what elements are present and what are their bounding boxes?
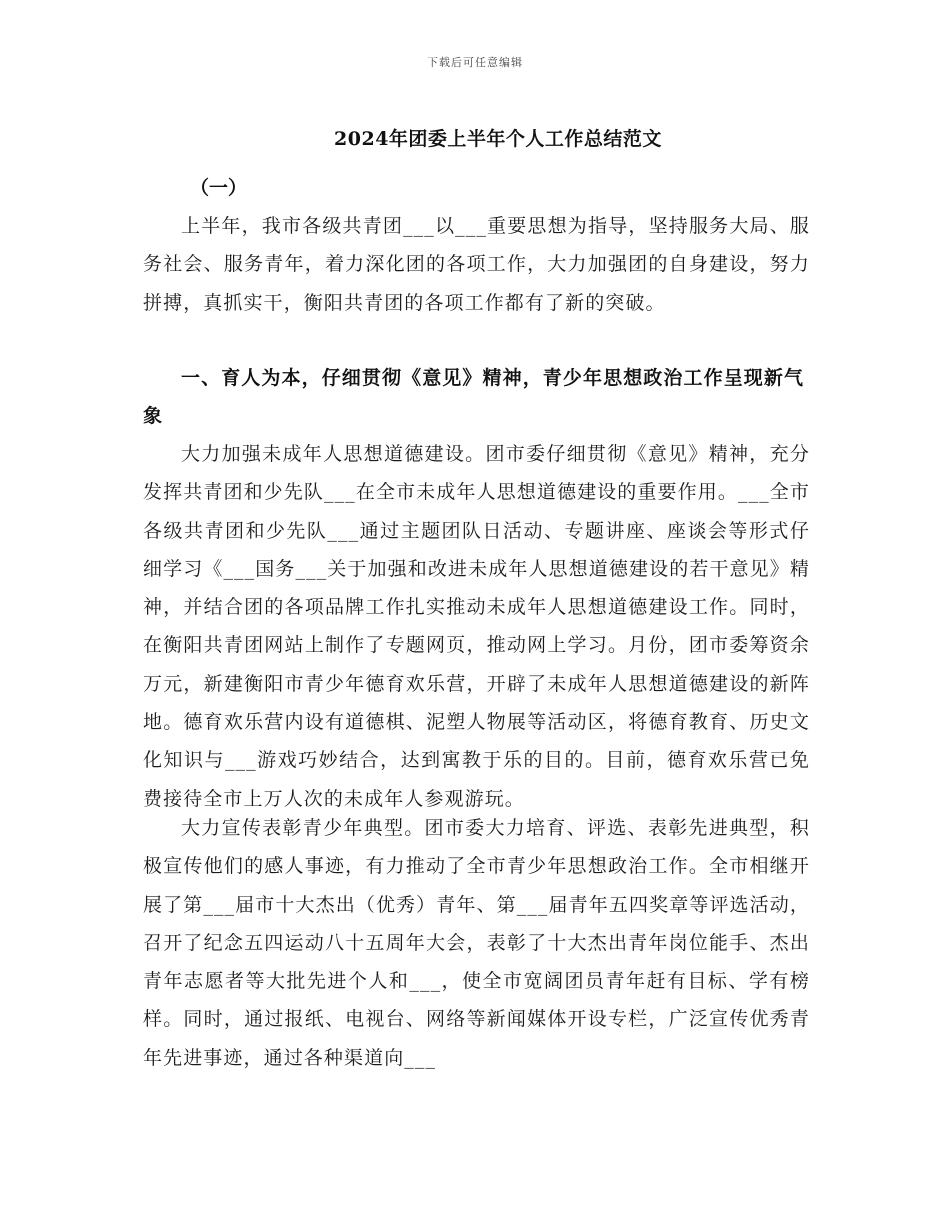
paragraph-one-a-block [143, 435, 810, 818]
section-marker: （一） [190, 177, 248, 199]
document-title: 2024年团委上半年个人工作总结范文 [334, 128, 662, 150]
header-note: 下载后可任意编辑 [427, 56, 523, 69]
intro-paragraph-block [143, 207, 810, 322]
paragraph-one-b-block [143, 809, 810, 1077]
section-heading-one: 一、育人为本，仔细贯彻《意见》精神，青少年思想政治工作呈现新气象 [143, 367, 805, 428]
intro-paragraph: 上半年，我市各级共青团___以___重要思想为指导，坚持服务大局、服务社会、服务青年，着力深化团的各项工作，大力加强团的自身建设，努力拼搏，真抓实干，衡阳共青团的各项工作都有了新的突破。 [143, 215, 810, 314]
paragraph-youth-models: 大力宣传表彰青少年典型。团市委大力培育、评选、表彰先进典型，积极宣传他们的感人事迹，有力推动了全市青少年思想政治工作。全市相继开展了第___届市十大杰出（优秀）青年、第___届青年五四奖章等评选活动，召开了纪念五四运动八十五周年大会，表彰了十大杰出青年岗位能手、杰出青年志愿者等大批先进个人和___，使全市宽阔团员青年赶有目标、学有榜样。同时，通过报纸、电视台、网络等新闻媒体开设专栏，广泛宣传优秀青年先进事迹，通过各种渠道向___ [143, 817, 810, 1069]
paragraph-moral-education: 大力加强未成年人思想道德建设。团市委仔细贯彻《意见》精神，充分发挥共青团和少先队___在全市未成年人思想道德建设的重要作用。___全市各级共青团和少先队___通过主题团队日活动、专题讲座、座谈会等形式仔细学习《___国务___关于加强和改进未成年人思想道德建设的若干意见》精神，并结合团的各项品牌工作扎实推动未成年人思想道德建设工作。同时，在衡阳共青团网站上制作了专题网页，推动网上学习。月份，团市委筹资余万元，新建衡阳市青少年德育欢乐营，开辟了未成年人思想道德建设的新阵地。德育欢乐营内设有道德棋、泥塑人物展等活动区，将德育教育、历史文化知识与___游戏巧妙结合，达到寓教于乐的目的。目前，德育欢乐营已免费接待全市上万人次的未成年人参观游玩。 [143, 443, 810, 810]
